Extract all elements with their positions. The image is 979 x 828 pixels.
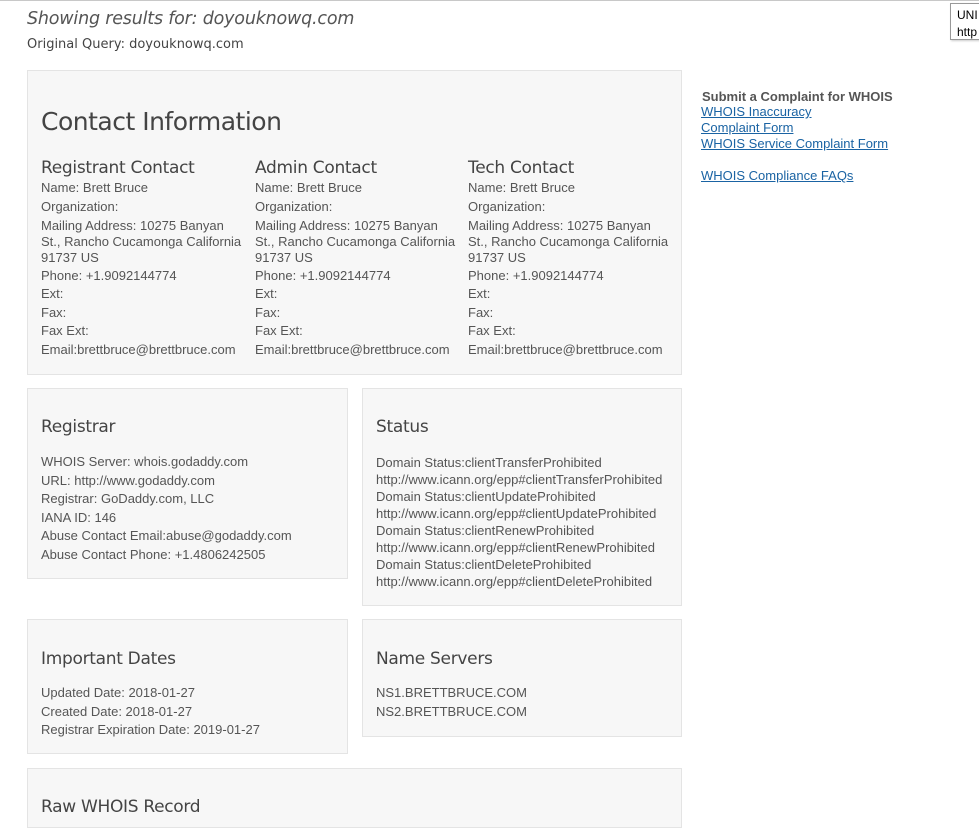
registrar-title: Registrar xyxy=(41,417,116,437)
contact-fax: Fax: xyxy=(255,304,281,320)
contact-organization: Organization: xyxy=(255,198,333,214)
name-servers-details xyxy=(376,684,527,721)
registrar-whois-server: WHOIS Server: whois.godaddy.com xyxy=(41,454,249,469)
contact-fax-ext: Fax Ext: xyxy=(468,323,516,339)
whois-compliance-faqs-link[interactable]: WHOIS Compliance FAQs xyxy=(701,168,854,183)
domain-status: Domain Status:clientTransferProhibited xyxy=(376,455,602,470)
contact-name: Name: Brett Bruce xyxy=(255,180,362,195)
complaint-links xyxy=(701,104,888,184)
contact-phone: Phone: +1.9092144774 xyxy=(255,267,391,283)
registrant-contact-details xyxy=(41,179,246,360)
link-spacer xyxy=(701,152,888,168)
original-query: Original Query: doyouknowq.com xyxy=(27,37,244,52)
tech-contact-title: Tech Contact xyxy=(468,158,575,178)
important-dates-details xyxy=(41,684,260,740)
updated-date: Updated Date: 2018-01-27 xyxy=(41,685,195,700)
domain-status: Domain Status:clientRenewProhibited xyxy=(376,523,595,538)
registrant-contact-title: Registrant Contact xyxy=(41,158,195,178)
whois-inaccuracy-link[interactable]: WHOIS Inaccuracy xyxy=(701,104,812,119)
admin-contact-details xyxy=(255,179,460,360)
registrar-url: URL: http://www.godaddy.com xyxy=(41,472,215,488)
contact-fax-ext: Fax Ext: xyxy=(41,323,89,339)
status-title: Status xyxy=(376,417,429,437)
name-server: NS2.BRETTBRUCE.COM xyxy=(376,703,527,719)
created-date: Created Date: 2018-01-27 xyxy=(41,703,193,719)
contact-phone: Phone: +1.9092144774 xyxy=(468,267,604,283)
contact-fax-ext: Fax Ext: xyxy=(255,323,303,339)
domain-status-url: http://www.icann.org/epp#clientTransferProhibited xyxy=(376,472,663,487)
raw-whois-panel xyxy=(27,768,682,828)
registrar-abuse-phone: Abuse Contact Phone: +1.4806242505 xyxy=(41,546,266,562)
top-divider xyxy=(0,0,979,1)
tooltip-popup xyxy=(950,3,979,40)
contact-name: Name: Brett Bruce xyxy=(468,180,575,195)
results-heading: Showing results for: doyouknowq.com xyxy=(27,9,355,29)
registrar-iana-id: IANA ID: 146 xyxy=(41,509,117,525)
expiration-date: Registrar Expiration Date: 2019-01-27 xyxy=(41,722,260,738)
contact-email: Email:brettbruce@brettbruce.com xyxy=(468,341,663,357)
status-details xyxy=(376,454,662,590)
tooltip-line-1: UNI xyxy=(957,8,978,22)
contact-phone: Phone: +1.9092144774 xyxy=(41,267,177,283)
registrar-details xyxy=(41,453,292,565)
contact-email: Email:brettbruce@brettbruce.com xyxy=(255,341,450,357)
tooltip-line-2: http xyxy=(957,25,978,39)
domain-status: Domain Status:clientDeleteProhibited xyxy=(376,557,592,572)
name-servers-title: Name Servers xyxy=(376,649,493,669)
raw-whois-title: Raw WHOIS Record xyxy=(41,797,201,817)
complaint-sidebar-title: Submit a Complaint for WHOIS xyxy=(702,89,893,104)
registrar-name: Registrar: GoDaddy.com, LLC xyxy=(41,491,215,507)
contact-fax: Fax: xyxy=(468,304,494,320)
contact-information-panel xyxy=(27,70,682,375)
contact-fax: Fax: xyxy=(41,304,67,320)
domain-status: Domain Status:clientUpdateProhibited xyxy=(376,489,596,504)
registrar-abuse-email: Abuse Contact Email:abuse@godaddy.com xyxy=(41,528,292,544)
complaint-form-link[interactable]: Complaint Form xyxy=(701,120,794,135)
contact-ext: Ext: xyxy=(468,286,491,302)
contact-email: Email:brettbruce@brettbruce.com xyxy=(41,341,236,357)
contact-ext: Ext: xyxy=(41,286,64,302)
domain-status-url: http://www.icann.org/epp#clientUpdateProhibited xyxy=(376,506,657,521)
registrar-panel xyxy=(27,388,348,579)
contact-organization: Organization: xyxy=(468,198,546,214)
important-dates-title: Important Dates xyxy=(41,649,176,669)
tech-contact-details xyxy=(468,179,673,360)
contact-ext: Ext: xyxy=(255,286,278,302)
name-servers-panel xyxy=(362,619,682,737)
domain-status-url: http://www.icann.org/epp#clientDeleteProhibited xyxy=(376,574,653,589)
name-server: NS1.BRETTBRUCE.COM xyxy=(376,685,527,700)
contact-address: Mailing Address: 10275 Banyan St., Rancho Cucamonga California 91737 US xyxy=(468,218,669,265)
status-panel xyxy=(362,388,682,606)
contact-address: Mailing Address: 10275 Banyan St., Rancho Cucamonga California 91737 US xyxy=(41,218,242,265)
important-dates-panel xyxy=(27,619,348,754)
contact-organization: Organization: xyxy=(41,198,119,214)
contact-address: Mailing Address: 10275 Banyan St., Rancho Cucamonga California 91737 US xyxy=(255,218,456,265)
whois-service-complaint-link[interactable]: WHOIS Service Complaint Form xyxy=(701,136,889,151)
domain-status-url: http://www.icann.org/epp#clientRenewProhibited xyxy=(376,540,655,555)
contact-name: Name: Brett Bruce xyxy=(41,180,148,195)
contact-information-title: Contact Information xyxy=(41,107,282,136)
admin-contact-title: Admin Contact xyxy=(255,158,377,178)
